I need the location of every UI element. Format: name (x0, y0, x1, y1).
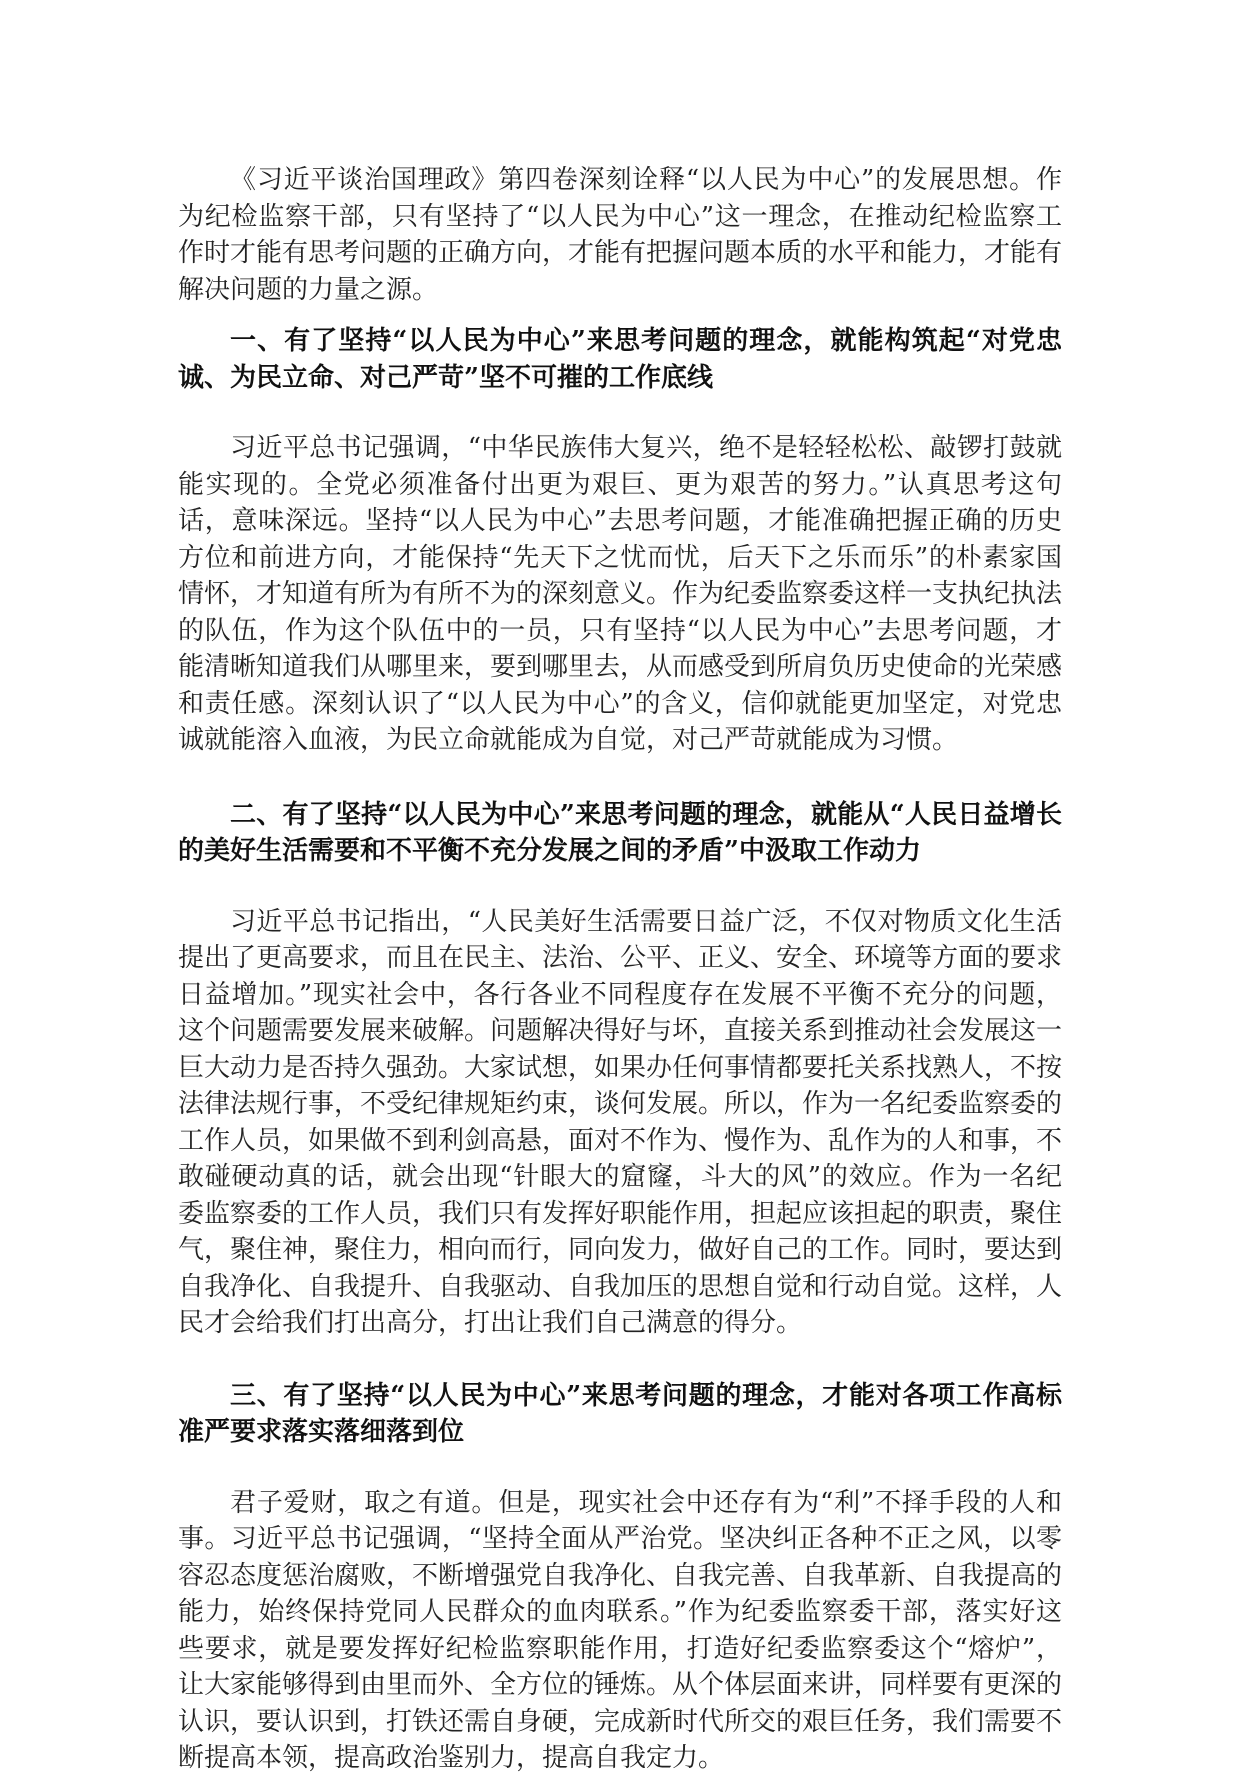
section-2-paragraph: 习近平总书记指出，“人民美好生活需要日益广泛，不仅对物质文化生活提出了更高要求，而且在民主、法治、公平、正义、安全、环境等方面的要求日益增加。”现实社会中，各行各业不同程度存在发展不平衡不充分的问题，这个问题需要发展来破解。问题解决得好与坏，直接关系到推动社会发展这一巨大动力是否持久强劲。大家试想，如果办任何事情都要托关系找熟人，不按法律法规行事，不受纪律规矩约束，谈何发展。所以，作为一名纪委监察委的工作人员，如果做不到利剑高悬，面对不作为、慢作为、乱作为的人和事，不敢碰硬动真的话，就会出现“针眼大的窟窿，斗大的风”的效应。作为一名纪委监察委的工作人员，我们只有发挥好职能作用，担起应该担起的职责，聚住气，聚住神，聚住力，相向而行，同向发力，做好自己的工作。同时，要达到自我净化、自我提升、自我驱动、自我加压的思想自觉和行动自觉。这样，人民才会给我们打出高分，打出让我们自己满意的得分。 (178, 906, 1063, 1338)
section-3-paragraph: 君子爱财，取之有道。但是，现实社会中还存有为“利”不择手段的人和事。习近平总书记强调，“坚持全面从严治党。坚决纠正各种不正之风，以零容忍态度惩治腐败，不断增强党自我净化、自我完善、自我革新、自我提高的能力，始终保持党同人民群众的血肉联系。”作为纪委监察委干部，落实好这些要求，就是要发挥好纪检监察职能作用，打造好纪委监察委这个“熔炉”，让大家能够得到由里而外、全方位的锤炼。从个体层面来讲，同样要有更深的认识，要认识到，打铁还需自身硬，完成新时代所交的艰巨任务，我们需要不断提高本领，提高政治鉴别力，提高自我定力。 (178, 1487, 1063, 1773)
section-1-paragraph: 习近平总书记强调，“中华民族伟大复兴，绝不是轻轻松松、敲锣打鼓就能实现的。全党必须准备付出更为艰巨、更为艰苦的努力。”认真思考这句话，意味深远。坚持“以人民为中心”去思考问题，才能准确把握正确的历史方位和前进方向，才能保持“先天下之忧而忧，后天下之乐而乐”的朴素家国情怀，才知道有所为有所不为的深刻意义。作为纪委监察委这样一支执纪执法的队伍，作为这个队伍中的一员，只有坚持“以人民为中心”去思考问题，才能清晰知道我们从哪里来，要到哪里去，从而感受到所肩负历史使命的光荣感和责任感。深刻认识了“以人民为中心”的含义，信仰就能更加坚定，对党忠诚就能溶入血液，为民立命就能成为自觉，对己严苛就能成为习惯。 (178, 433, 1063, 755)
section-2-heading: 二、有了坚持“以人民为中心”来思考问题的理念，就能从“人民日益增长的美好生活需要和不平衡不充分发展之间的矛盾”中汲取工作动力 (178, 799, 1062, 866)
intro-paragraph: 《习近平谈治国理政》第四卷深刻诠释“以人民为中心”的发展思想。作为纪检监察干部，只有坚持了“以人民为中心”这一理念，在推动纪检监察工作时才能有思考问题的正确方向，才能有把握问题本质的水平和能力，才能有解决问题的力量之源。 (178, 165, 1063, 305)
section-1-heading: 一、有了坚持“以人民为中心”来思考问题的理念，就能构筑起“对党忠诚、为民立命、对己严苛”坚不可摧的工作底线 (178, 326, 1062, 393)
section-3-heading: 三、有了坚持“以人民为中心”来思考问题的理念，才能对各项工作高标准严要求落实落细落到位 (178, 1380, 1062, 1447)
document-page (178, 162, 1062, 1777)
